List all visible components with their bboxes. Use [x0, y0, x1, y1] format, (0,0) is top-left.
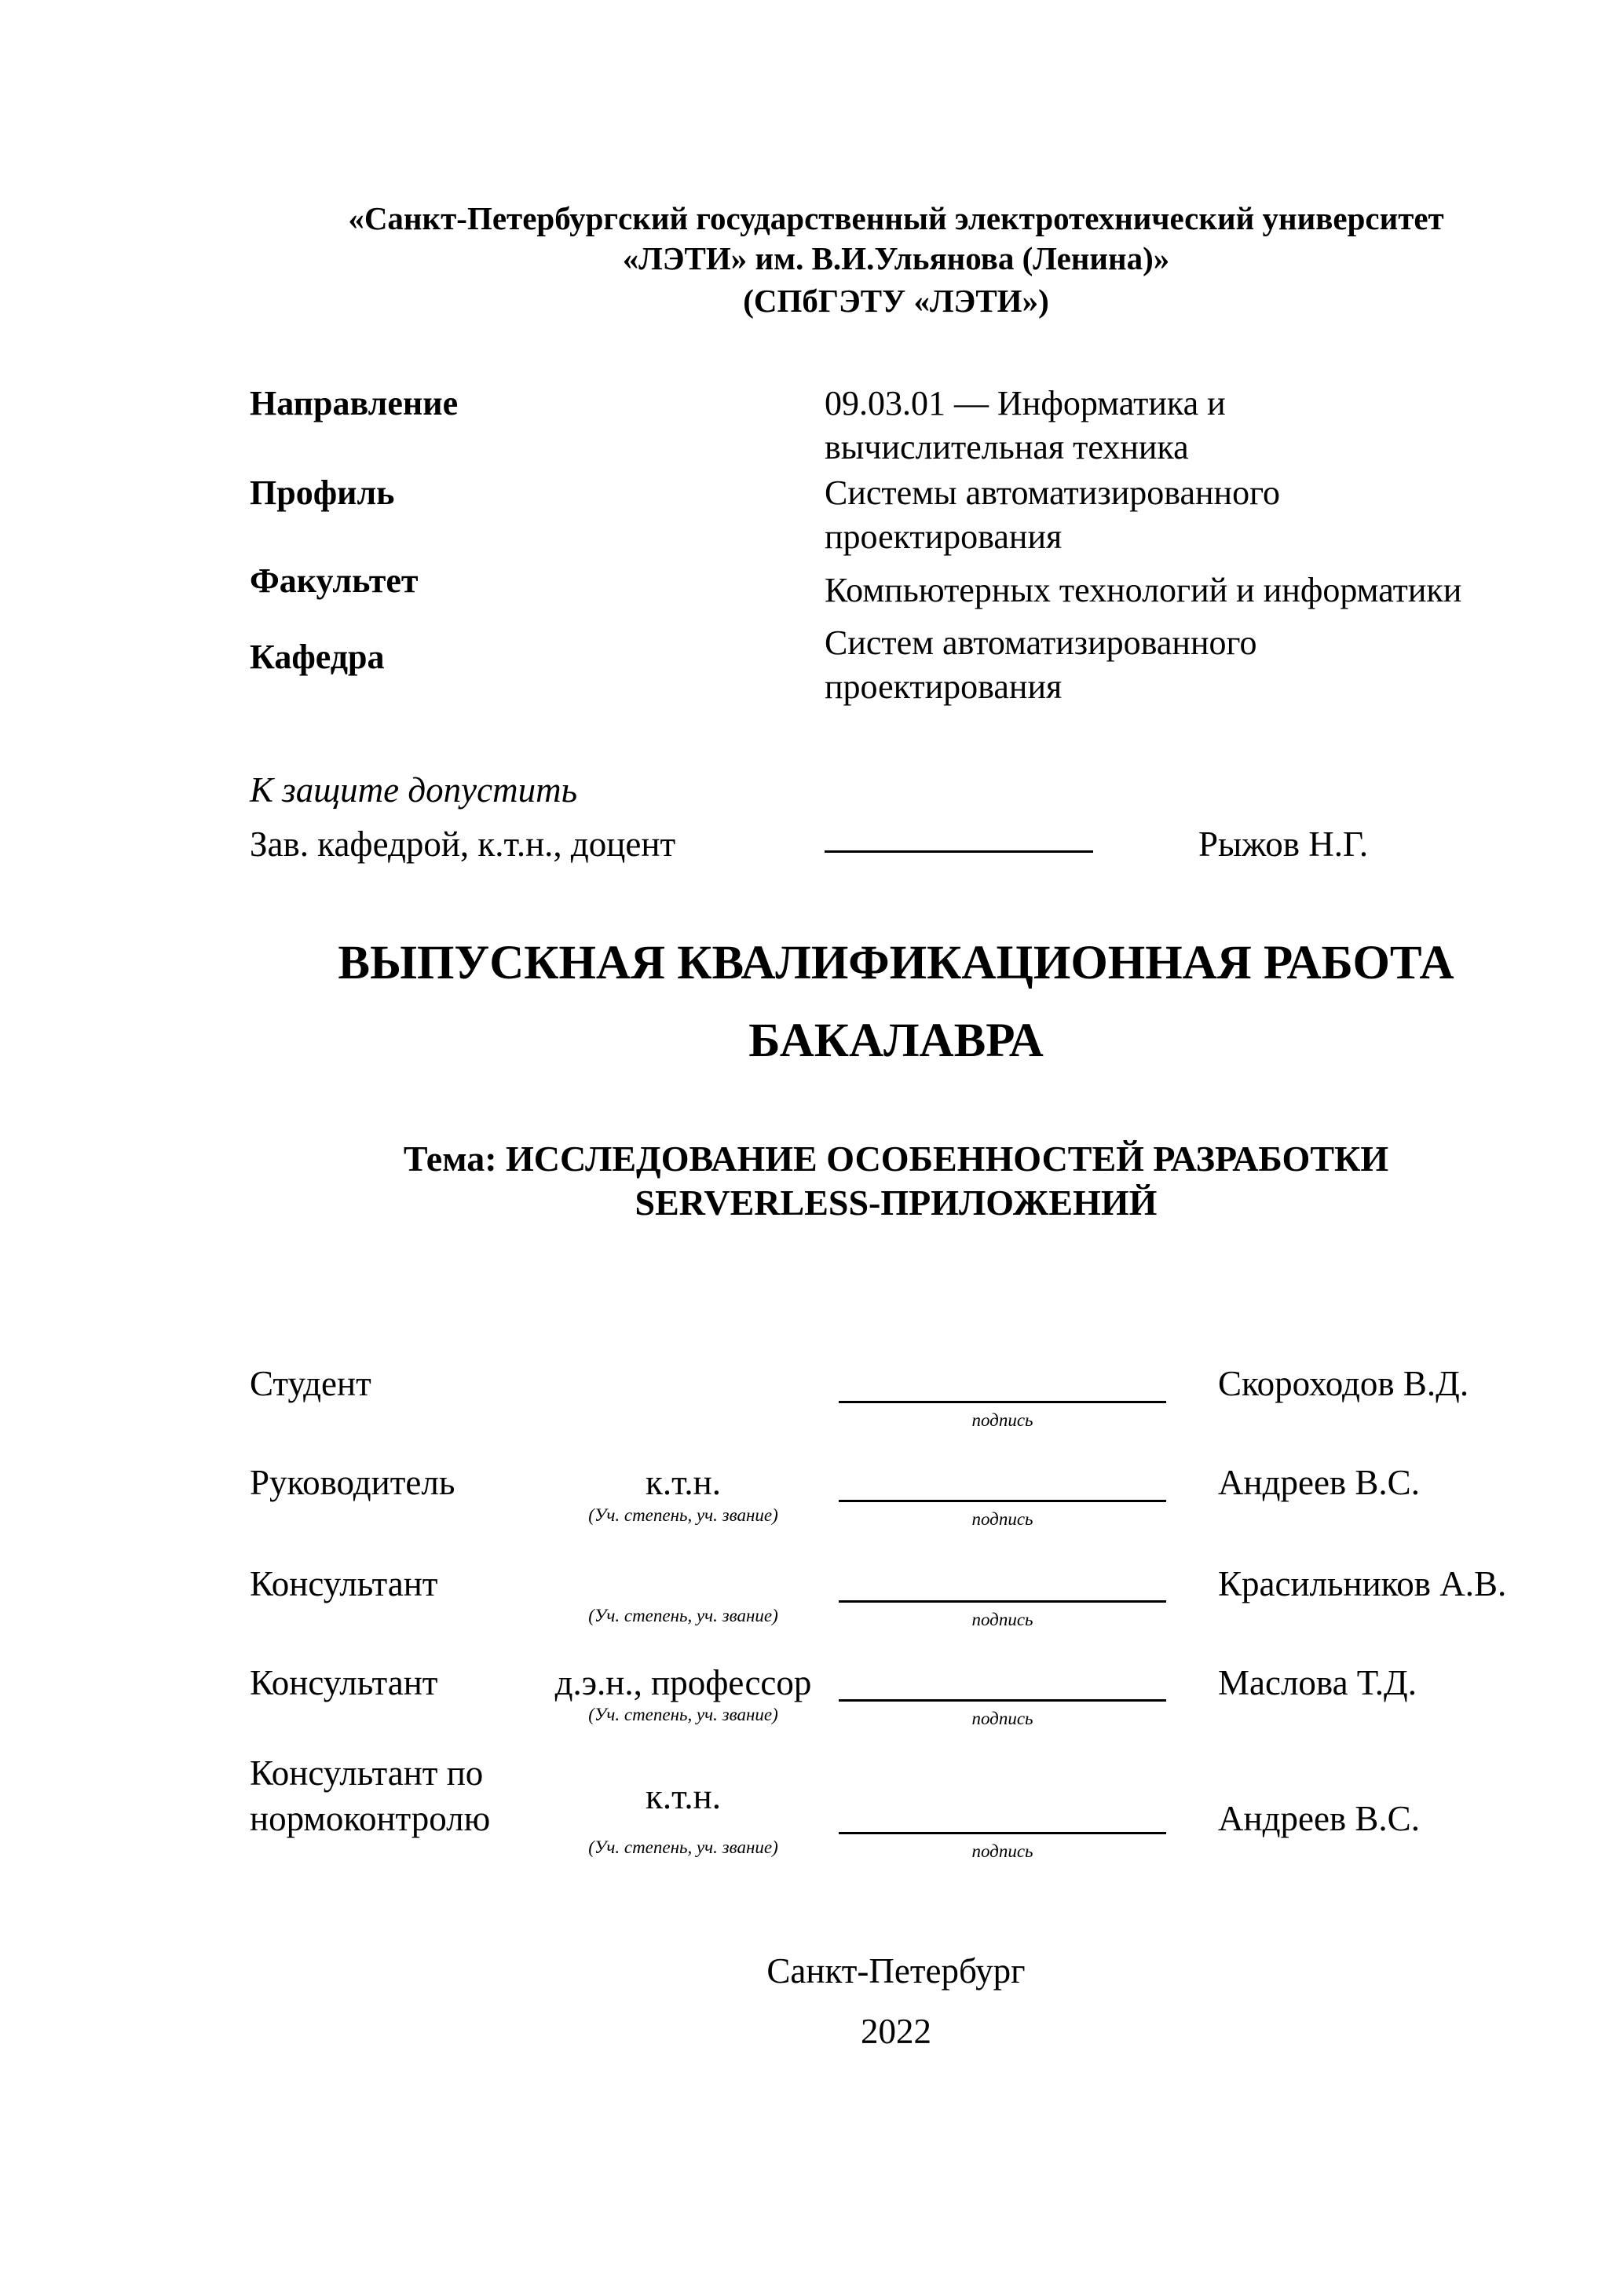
direction-value-line1: 09.03.01 — Информатика и: [825, 384, 1226, 422]
signatory-name: Скороходов В.Д.: [1218, 1364, 1469, 1403]
signatory-degree: д.э.н., профессор: [554, 1663, 812, 1702]
signature-caption: подпись: [971, 1509, 1033, 1529]
university-name-line2: «ЛЭТИ» им. В.И.Ульянова (Ленина)»: [622, 240, 1170, 276]
work-title-line1: ВЫПУСКНАЯ КВАЛИФИКАЦИОННАЯ РАБОТА: [338, 937, 1454, 989]
signatory-role: Консультант: [250, 1663, 438, 1702]
university-abbreviation: (СПбГЭТУ «ЛЭТИ»): [743, 283, 1049, 319]
topic-line2: SERVERLESS-ПРИЛОЖЕНИЙ: [635, 1183, 1158, 1223]
signature-line: [839, 1600, 1166, 1603]
signature-caption: подпись: [971, 1841, 1033, 1861]
signatory-role-line1: Консультант по: [250, 1753, 484, 1793]
signatory-name: Андреев В.С.: [1218, 1799, 1420, 1838]
approval-position: Зав. кафедрой, к.т.н., доцент: [250, 824, 676, 864]
approval-signature-line: [825, 850, 1093, 853]
signature-caption: подпись: [971, 1410, 1033, 1430]
signature-line: [839, 1401, 1166, 1403]
department-label: Кафедра: [250, 638, 385, 676]
signatory-name: Маслова Т.Д.: [1218, 1663, 1417, 1702]
signatory-role: Руководитель: [250, 1463, 455, 1502]
faculty-label: Факультет: [250, 561, 419, 600]
signatory-role: Студент: [250, 1364, 371, 1403]
signatory-role-line2: нормоконтролю: [250, 1799, 491, 1838]
signature-caption: подпись: [971, 1709, 1033, 1728]
signature-caption: подпись: [971, 1610, 1033, 1629]
department-value-line1: Систем автоматизированного: [825, 623, 1257, 662]
topic-line1: Тема: ИССЛЕДОВАНИЕ ОСОБЕННОСТЕЙ РАЗРАБОТКИ: [403, 1139, 1389, 1179]
signature-line: [839, 1699, 1166, 1702]
signatory-degree: к.т.н.: [646, 1463, 721, 1502]
signature-line: [839, 1500, 1166, 1502]
approval-heading: К защите допустить: [250, 770, 578, 810]
work-title-line2: БАКАЛАВРА: [748, 1015, 1044, 1067]
signatory-degree: к.т.н.: [646, 1777, 721, 1816]
approval-name: Рыжов Н.Г.: [1198, 824, 1369, 864]
university-name-line1: «Санкт-Петербургский государственный электротехнический университет: [348, 200, 1444, 236]
profile-value-line2: проектирования: [825, 517, 1063, 556]
degree-caption: (Уч. степень, уч. звание): [588, 1606, 778, 1625]
signature-line: [839, 1832, 1166, 1834]
signatory-role: Консультант: [250, 1564, 438, 1603]
direction-value-line2: вычислительная техника: [825, 428, 1189, 466]
degree-caption: (Уч. степень, уч. звание): [588, 1505, 778, 1525]
direction-label: Направление: [250, 384, 459, 422]
degree-caption: (Уч. степень, уч. звание): [588, 1837, 778, 1857]
degree-caption: (Уч. степень, уч. звание): [588, 1705, 778, 1724]
department-value-line2: проектирования: [825, 667, 1063, 706]
profile-label: Профиль: [250, 473, 395, 512]
footer-year: 2022: [861, 2012, 931, 2051]
footer-city: Санкт-Петербург: [766, 1951, 1026, 1991]
faculty-value: Компьютерных технологий и информатики: [825, 571, 1462, 609]
profile-value-line1: Системы автоматизированного: [825, 473, 1281, 512]
signatory-name: Андреев В.С.: [1218, 1463, 1420, 1502]
signatory-name: Красильников А.В.: [1218, 1564, 1507, 1603]
